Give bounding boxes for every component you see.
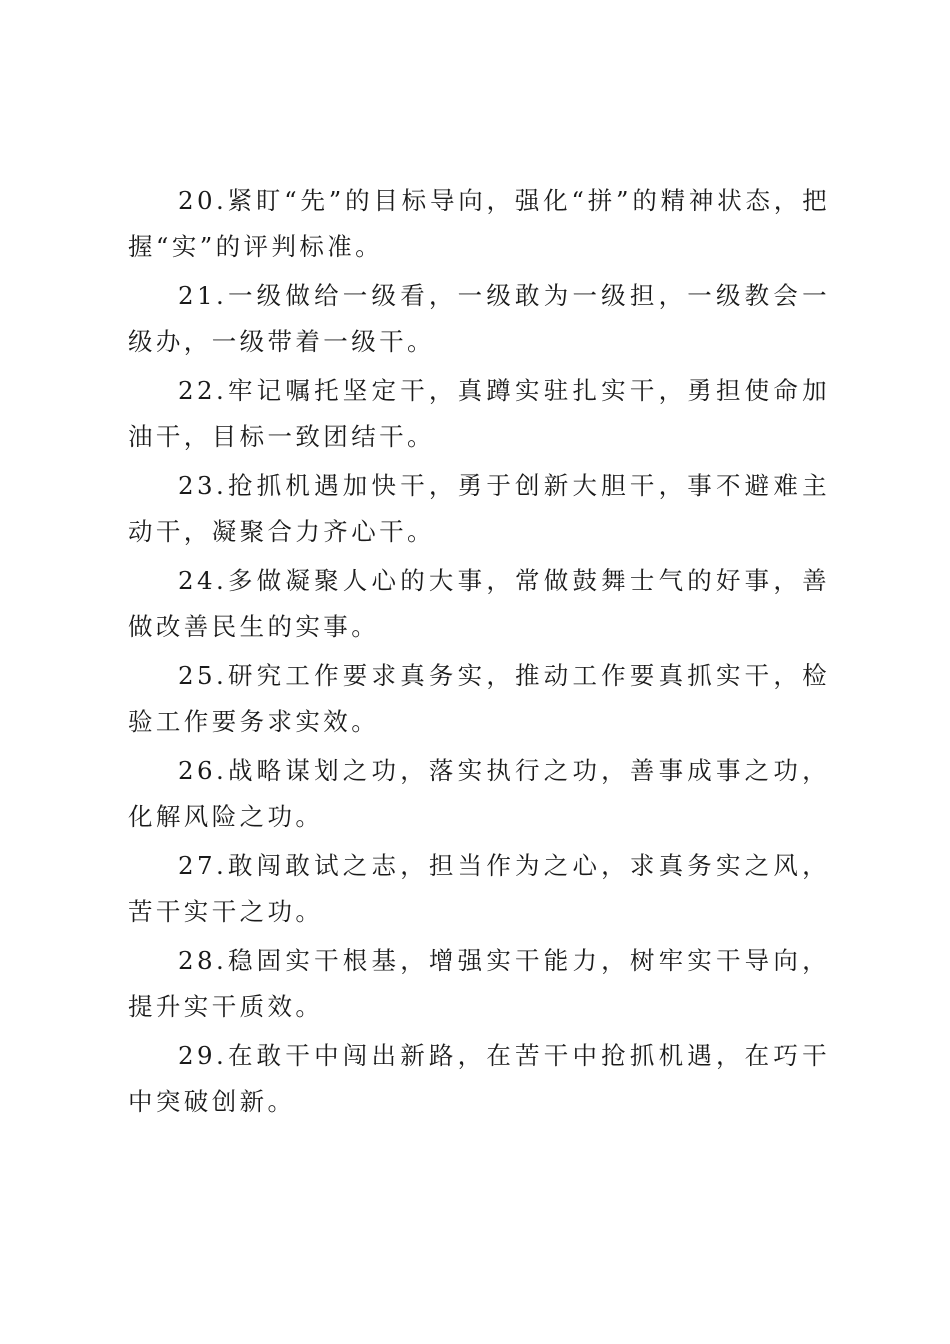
- paragraph-item-23: 23.抢抓机遇加快干，勇于创新大胆干，事不避难主动干，凝聚合力齐心干。: [128, 471, 830, 546]
- paragraph-item-27: 27.敢闯敢试之志，担当作为之心，求真务实之风，苦干实干之功。: [128, 851, 830, 926]
- document-body: [128, 178, 830, 1125]
- paragraph-item-26: 26.战略谋划之功，落实执行之功，善事成事之功，化解风险之功。: [128, 756, 830, 831]
- paragraph-item-24: 24.多做凝聚人心的大事，常做鼓舞士气的好事，善做改善民生的实事。: [128, 566, 830, 641]
- paragraph-item-28: 28.稳固实干根基，增强实干能力，树牢实干导向，提升实干质效。: [128, 946, 830, 1021]
- paragraph-item-20: 20.紧盯“先”的目标导向，强化“拼”的精神状态，把握“实”的评判标准。: [128, 186, 830, 261]
- paragraph-item-29: 29.在敢干中闯出新路，在苦干中抢抓机遇，在巧干中突破创新。: [128, 1041, 830, 1116]
- paragraph-item-25: 25.研究工作要求真务实，推动工作要真抓实干，检验工作要务求实效。: [128, 661, 830, 736]
- paragraph-item-21: 21.一级做给一级看，一级敢为一级担，一级教会一级办，一级带着一级干。: [128, 281, 830, 356]
- paragraph-item-22: 22.牢记嘱托坚定干，真蹲实驻扎实干，勇担使命加油干，目标一致团结干。: [128, 376, 830, 451]
